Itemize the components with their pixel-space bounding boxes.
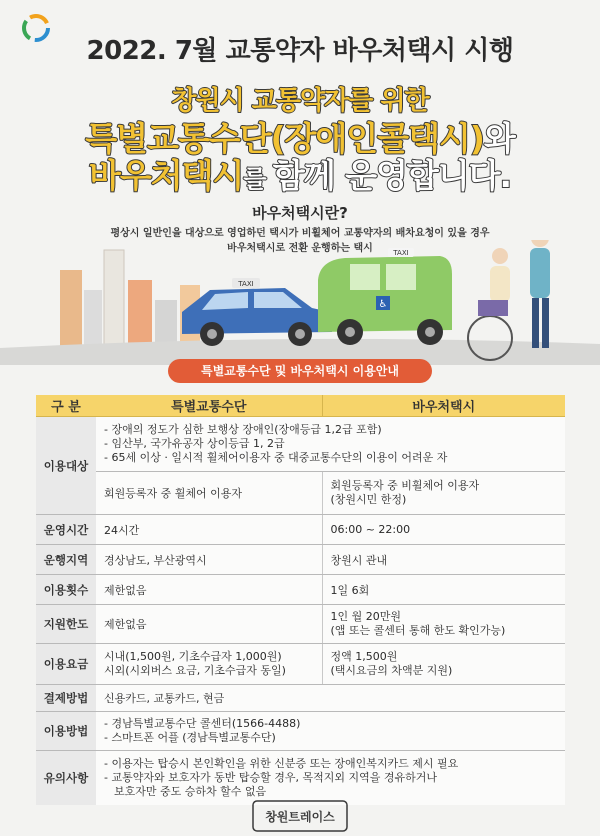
payment-value: 신용카드, 교통카드, 현금 (96, 685, 565, 712)
table-row (36, 545, 565, 575)
fare-voucher-line: (택시요금의 차액분 지원) (330, 664, 453, 677)
row-label-area: 운행지역 (36, 545, 96, 575)
row-label-fare: 이용요금 (36, 644, 96, 685)
eligibility-voucher-line: 회원등록자 중 비휠체어 이용자 (330, 479, 480, 492)
green-van-icon (318, 248, 452, 345)
fare-voucher-line: 정액 1,500원 (330, 650, 398, 663)
headline-conjunction: 와 (483, 119, 515, 158)
limit-voucher (322, 605, 565, 644)
svg-text:♿: ♿ (378, 299, 388, 310)
count-voucher: 1일 6회 (322, 575, 565, 605)
table-row (36, 605, 565, 644)
limit-voucher-line: 1인 월 20만원 (330, 610, 401, 623)
table-row (36, 712, 565, 751)
eligibility-voucher-line: (창원시민 한정) (330, 493, 407, 506)
page-title: 2022. 7월 교통약자 바우처택시 시행 (86, 36, 514, 66)
notes-line: - 교통약자와 보호자가 동반 탑승할 경우, 목적지외 지역을 경유하거나 (104, 771, 437, 784)
notes-line: 보호자만 중도 승하차 할수 없음 (114, 785, 267, 798)
guide-banner: 특별교통수단 및 바우처택시 이용안내 (168, 359, 432, 383)
brand-logo-text: 창원트레이스 (265, 810, 335, 824)
table-row (36, 685, 565, 712)
fare-special-line: 시내(1,500원, 기초수급자 1,000원) (104, 650, 282, 663)
headline-line-3 (0, 150, 600, 197)
row-label-payment: 결제방법 (36, 685, 96, 712)
fare-special-line: 시외(시외버스 요금, 기초수급자 동일) (104, 664, 286, 677)
method-value (96, 712, 565, 751)
table-row (36, 417, 565, 472)
taxi-sign-right: TAXI (393, 249, 409, 257)
column-header-category: 구 분 (36, 395, 96, 417)
hours-special: 24시간 (96, 515, 322, 545)
caregiver-icon (530, 240, 550, 348)
limit-special: 제한없음 (96, 605, 322, 644)
eligibility-special: 회원등록자 중 휠체어 이용자 (96, 472, 322, 515)
headline-voucher-taxi: 바우처택시 (88, 156, 244, 195)
count-special: 제한없음 (96, 575, 322, 605)
area-voucher: 창원시 관내 (322, 545, 565, 575)
voucher-description-1: 평상시 일반인을 대상으로 영업하던 택시가 비휠체어 교통약자의 배차요청이 있을 경우 (110, 228, 490, 239)
table-header-row (36, 395, 565, 417)
notes-value (96, 751, 565, 806)
headline-special-transport: 특별교통수단(장애인콜택시) (85, 119, 484, 158)
eligibility-item: - 장애의 정도가 심한 보행상 장애인(장애등급 1,2급 포함) (104, 423, 382, 436)
row-label-method: 이용방법 (36, 712, 96, 751)
eligibility-item: - 65세 이상 · 일시적 휠체어이용자 중 대중교통수단의 이용이 어려운 자 (104, 451, 448, 464)
column-header-special-transport: 특별교통수단 (96, 395, 322, 417)
fare-special (96, 644, 322, 685)
fare-voucher (322, 644, 565, 685)
limit-voucher-line: (앱 또는 콜센터 통해 한도 확인가능) (330, 624, 506, 637)
city-skyline-icon (60, 250, 200, 350)
eligibility-voucher (322, 472, 565, 515)
method-line: - 경남특별교통수단 콜센터(1566-4488) (104, 717, 301, 730)
row-label-hours: 운영시간 (36, 515, 96, 545)
row-label-eligibility: 이용대상 (36, 417, 96, 515)
guide-table (36, 395, 565, 798)
table-row (36, 751, 565, 806)
table-row (36, 515, 565, 545)
voucher-question: 바우처택시란? (252, 204, 348, 222)
headline-particle: 를 (243, 165, 273, 193)
table-row (36, 644, 565, 685)
column-header-voucher-taxi: 바우처택시 (322, 395, 565, 417)
headline-line-1: 창원시 교통약자를 위한 (171, 86, 429, 116)
method-line: - 스마트폰 어플 (경남특별교통수단) (104, 731, 276, 744)
eligibility-item: - 임산부, 국가유공자 상이등급 1, 2급 (104, 437, 285, 450)
hours-voucher: 06:00 ~ 22:00 (322, 515, 565, 545)
row-label-count: 이용횟수 (36, 575, 96, 605)
table-row (36, 472, 565, 515)
brand-logo (252, 800, 348, 832)
taxi-illustration (0, 240, 600, 365)
taxi-sign-left: TAXI (238, 280, 254, 288)
row-label-limit: 지원한도 (36, 605, 96, 644)
row-label-notes: 유의사항 (36, 751, 96, 806)
blue-taxi-icon (182, 278, 332, 346)
area-special: 경상남도, 부산광역시 (96, 545, 322, 575)
eligibility-common (96, 417, 565, 472)
table-row (36, 575, 565, 605)
voucher-description-2: 바우처택시로 전환 운행하는 택시 (227, 243, 373, 254)
headline-operate: 함께 운영합니다. (272, 156, 512, 195)
notes-line: - 이용자는 탑승시 본인확인을 위한 신분증 또는 장애인복지카드 제시 필요 (104, 757, 459, 770)
